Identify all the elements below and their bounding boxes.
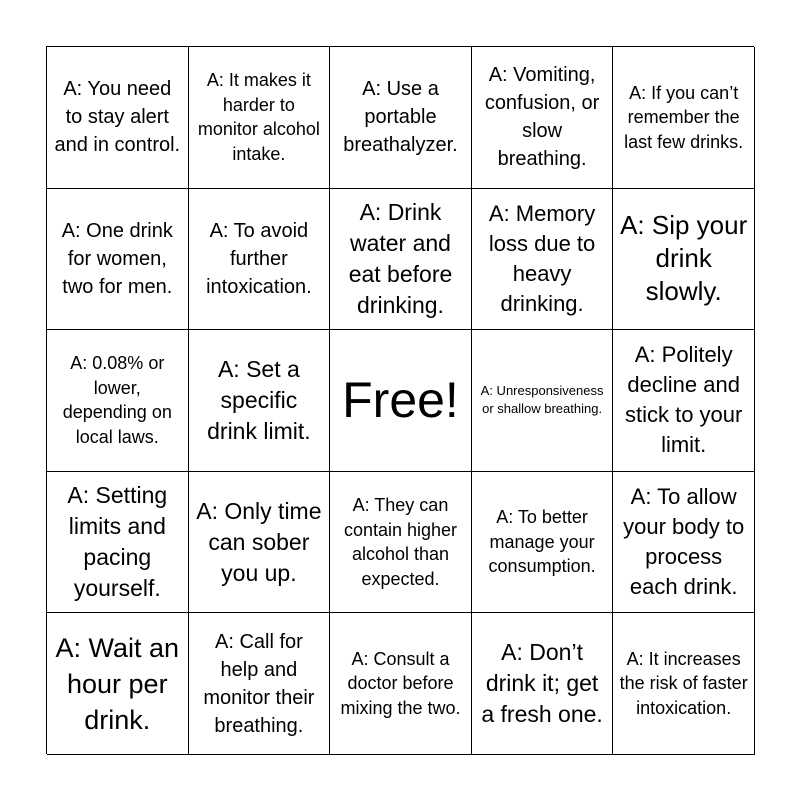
cell-text: A: Only time can sober you up.: [196, 497, 322, 586]
cell-text: A: Sip your drink slowly.: [620, 210, 748, 307]
bingo-cell-3-5[interactable]: [613, 330, 755, 472]
bingo-cell-1-4[interactable]: [472, 47, 614, 189]
bingo-cell-1-5[interactable]: [613, 47, 755, 189]
cell-text: A: Don’t drink it; get a fresh one.: [481, 639, 603, 728]
bingo-cell-4-3[interactable]: [330, 472, 472, 614]
cell-text: A: They can contain higher alcohol than expected.: [343, 495, 458, 589]
cell-text: A: Consult a doctor before mixing the two.: [340, 648, 461, 718]
bingo-cell-2-1[interactable]: [47, 189, 189, 331]
cell-text: A: Set a specific drink limit.: [207, 355, 311, 444]
cell-text: A: To better manage your consumption.: [488, 507, 596, 577]
bingo-cell-2-3[interactable]: [330, 189, 472, 331]
cell-text: A: Politely decline and stick to your limit.: [624, 342, 743, 458]
bingo-cell-5-2[interactable]: [189, 613, 331, 755]
bingo-cell-1-3[interactable]: [330, 47, 472, 189]
bingo-cell-3-1[interactable]: [47, 330, 189, 472]
free-space-text: Free!: [342, 372, 459, 429]
cell-text: A: You need to stay alert and in control.: [54, 78, 181, 157]
bingo-board: [46, 46, 754, 754]
cell-text: A: Use a portable breathalyzer.: [343, 78, 458, 157]
bingo-cell-4-5[interactable]: [613, 472, 755, 614]
cell-text: A: Memory loss due to heavy drinking.: [488, 200, 596, 316]
bingo-cell-5-1[interactable]: [47, 613, 189, 755]
bingo-cell-4-2[interactable]: [189, 472, 331, 614]
cell-text: A: Vomiting, confusion, or slow breathing.: [484, 64, 600, 171]
bingo-cell-1-1[interactable]: [47, 47, 189, 189]
bingo-cell-3-2[interactable]: [189, 330, 331, 472]
bingo-cell-5-5[interactable]: [613, 613, 755, 755]
bingo-cell-2-2[interactable]: [189, 189, 331, 331]
bingo-cell-2-4[interactable]: [472, 189, 614, 331]
bingo-cell-5-3[interactable]: [330, 613, 472, 755]
bingo-cell-5-4[interactable]: [472, 613, 614, 755]
cell-text: A: Drink water and eat before drinking.: [348, 198, 453, 318]
bingo-cell-free[interactable]: [330, 330, 472, 472]
bingo-cell-2-5[interactable]: [613, 189, 755, 331]
cell-text: A: Call for help and monitor their breathing.: [203, 630, 315, 737]
cell-text: A: Wait an hour per drink.: [55, 632, 180, 735]
cell-text: A: Setting limits and pacing yourself.: [67, 482, 168, 602]
cell-text: A: One drink for women, two for men.: [61, 219, 173, 298]
cell-text: A: It makes it harder to monitor alcohol intake.: [197, 70, 320, 164]
cell-text: A: It increases the risk of faster intoxication.: [619, 648, 748, 718]
cell-text: A: Unresponsiveness or shallow breathing.: [480, 383, 604, 417]
cell-text: A: To avoid further intoxication.: [206, 219, 312, 298]
bingo-cell-1-2[interactable]: [189, 47, 331, 189]
bingo-cell-4-4[interactable]: [472, 472, 614, 614]
cell-text: A: 0.08% or lower, depending on local laws.: [62, 353, 172, 447]
cell-text: A: To allow your body to process each drink.: [623, 484, 745, 600]
cell-text: A: If you can’t remember the last few drinks.: [624, 82, 744, 152]
bingo-cell-3-4[interactable]: [472, 330, 614, 472]
bingo-cell-4-1[interactable]: [47, 472, 189, 614]
